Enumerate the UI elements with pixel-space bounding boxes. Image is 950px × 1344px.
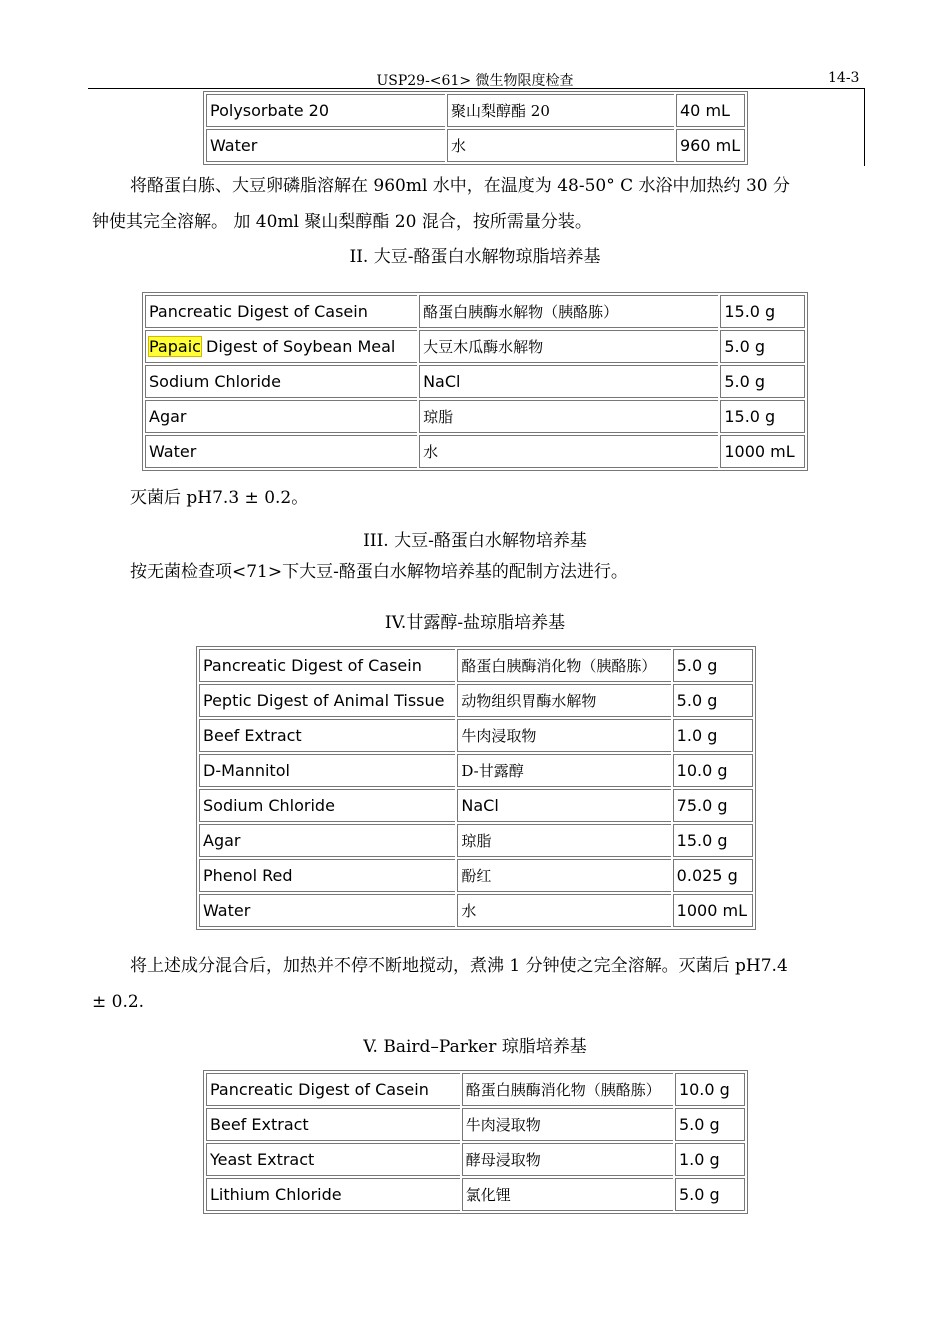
table-row <box>199 859 753 892</box>
table-row <box>145 365 805 398</box>
ingredient-amount: 5.0 g <box>673 684 753 717</box>
table-row <box>145 435 805 468</box>
table-row <box>199 824 753 857</box>
page-number: 14-3 <box>828 70 860 86</box>
table-row <box>206 94 745 127</box>
ingredient-name: Agar <box>145 400 417 433</box>
running-header-title: USP29-<61> 微生物限度检查 <box>376 73 574 89</box>
section-heading: II. 大豆-酪蛋白水解物琼脂培养基 <box>349 247 601 267</box>
ingredient-amount: 0.025 g <box>673 859 753 892</box>
ingredient-name: Beef Extract <box>199 719 455 752</box>
section-heading: V. Baird–Parker 琼脂培养基 <box>363 1037 587 1057</box>
paragraph-line: 钟使其完全溶解。 加 40ml 聚山梨醇酯 20 混合，按所需量分装。 <box>92 212 592 232</box>
ingredient-amount: 15.0 g <box>720 400 805 433</box>
ingredient-name: Lithium Chloride <box>206 1178 460 1211</box>
paragraph-line: ± 0.2. <box>92 992 145 1012</box>
ingredient-amount: 1.0 g <box>673 719 753 752</box>
ingredient-name-cn: 牛肉浸取物 <box>457 719 670 752</box>
ingredient-name: Agar <box>199 824 455 857</box>
ingredient-name-cn: 琼脂 <box>419 400 718 433</box>
table-row <box>206 1143 745 1176</box>
ingredient-amount: 10.0 g <box>673 754 753 787</box>
ingredient-name <box>145 330 417 363</box>
table-row <box>145 400 805 433</box>
ingredient-name-cn: 琼脂 <box>457 824 670 857</box>
ingredient-name-cn: 酚红 <box>457 859 670 892</box>
table-row <box>199 789 753 822</box>
table-soybean-casein-agar <box>142 292 808 471</box>
ingredient-name-cn: D-甘露醇 <box>457 754 670 787</box>
ingredient-amount: 10.0 g <box>675 1073 745 1106</box>
margin-rule <box>864 88 865 166</box>
ingredient-amount: 5.0 g <box>675 1178 745 1211</box>
ingredient-amount: 1000 mL <box>673 894 753 927</box>
table-row <box>206 1108 745 1141</box>
ingredient-amount: 75.0 g <box>673 789 753 822</box>
ingredient-amount: 15.0 g <box>673 824 753 857</box>
ingredient-name: Sodium Chloride <box>145 365 417 398</box>
ingredient-name-rest: Digest of Soybean Meal <box>200 337 396 356</box>
ingredient-name: Sodium Chloride <box>199 789 455 822</box>
ingredient-name-cn: 酪蛋白胰酶水解物（胰酪胨） <box>419 295 718 328</box>
paragraph-line: 将上述成分混合后，加热并不停不断地搅动，煮沸 1 分钟使之完全溶解。灭菌后 pH7.4 <box>130 956 788 976</box>
ingredient-name-cn: 牛肉浸取物 <box>462 1108 673 1141</box>
ingredient-name-cn: 动物组织胃酶水解物 <box>457 684 670 717</box>
ingredient-name: Water <box>145 435 417 468</box>
table-row <box>206 1073 745 1106</box>
ingredient-name-cn: 大豆木瓜酶水解物 <box>419 330 718 363</box>
ingredient-name-cn: 酪蛋白胰酶消化物（胰酪胨） <box>462 1073 673 1106</box>
ingredient-name: Phenol Red <box>199 859 455 892</box>
paragraph-line: 按无菌检查项<71>下大豆-酪蛋白水解物培养基的配制方法进行。 <box>130 562 628 582</box>
ingredient-amount: 5.0 g <box>720 330 805 363</box>
ingredient-name: Pancreatic Digest of Casein <box>199 649 455 682</box>
ingredient-name-cn: 聚山梨醇酯 20 <box>447 94 674 127</box>
ingredient-name-cn: 酵母浸取物 <box>462 1143 673 1176</box>
table-row <box>145 295 805 328</box>
table-row <box>199 719 753 752</box>
table-row <box>199 894 753 927</box>
table-baird-parker-agar <box>203 1070 748 1214</box>
ingredient-name-cn: 水 <box>419 435 718 468</box>
ingredient-name-cn: 酪蛋白胰酶消化物（胰酪胨） <box>457 649 670 682</box>
ingredient-name-cn: 氯化锂 <box>462 1178 673 1211</box>
table-continued-ingredients <box>203 91 748 165</box>
highlighted-word: Papaic <box>149 337 201 356</box>
ingredient-amount: 5.0 g <box>675 1108 745 1141</box>
ingredient-amount: 960 mL <box>676 129 745 162</box>
table-row <box>199 684 753 717</box>
ingredient-name: Yeast Extract <box>206 1143 460 1176</box>
ingredient-amount: 15.0 g <box>720 295 805 328</box>
table-mannitol-salt-agar <box>196 646 756 930</box>
table-row <box>206 129 745 162</box>
section-heading: III. 大豆-酪蛋白水解物培养基 <box>363 531 587 551</box>
ingredient-name: Pancreatic Digest of Casein <box>145 295 417 328</box>
ingredient-name: Pancreatic Digest of Casein <box>206 1073 460 1106</box>
ingredient-name: Beef Extract <box>206 1108 460 1141</box>
ingredient-name: Water <box>206 129 445 162</box>
ingredient-name: D-Mannitol <box>199 754 455 787</box>
ingredient-amount: 1000 mL <box>720 435 805 468</box>
ingredient-name-cn: 水 <box>447 129 674 162</box>
header-rule <box>88 88 864 89</box>
paragraph-line: 灭菌后 pH7.3 ± 0.2。 <box>130 488 309 508</box>
ingredient-name: Polysorbate 20 <box>206 94 445 127</box>
table-row <box>199 649 753 682</box>
ingredient-name: Water <box>199 894 455 927</box>
ingredient-name-cn: 水 <box>457 894 670 927</box>
table-row <box>145 330 805 363</box>
ingredient-name-cn: NaCl <box>419 365 718 398</box>
table-row <box>199 754 753 787</box>
ingredient-amount: 5.0 g <box>673 649 753 682</box>
ingredient-name: Peptic Digest of Animal Tissue <box>199 684 455 717</box>
paragraph-line: 将酪蛋白胨、大豆卵磷脂溶解在 960ml 水中，在温度为 48-50° C 水浴中加热约 30 分 <box>130 176 790 196</box>
ingredient-name-cn: NaCl <box>457 789 670 822</box>
table-row <box>206 1178 745 1211</box>
ingredient-amount: 1.0 g <box>675 1143 745 1176</box>
section-heading: IV.甘露醇-盐琼脂培养基 <box>384 613 566 633</box>
ingredient-amount: 40 mL <box>676 94 745 127</box>
ingredient-amount: 5.0 g <box>720 365 805 398</box>
